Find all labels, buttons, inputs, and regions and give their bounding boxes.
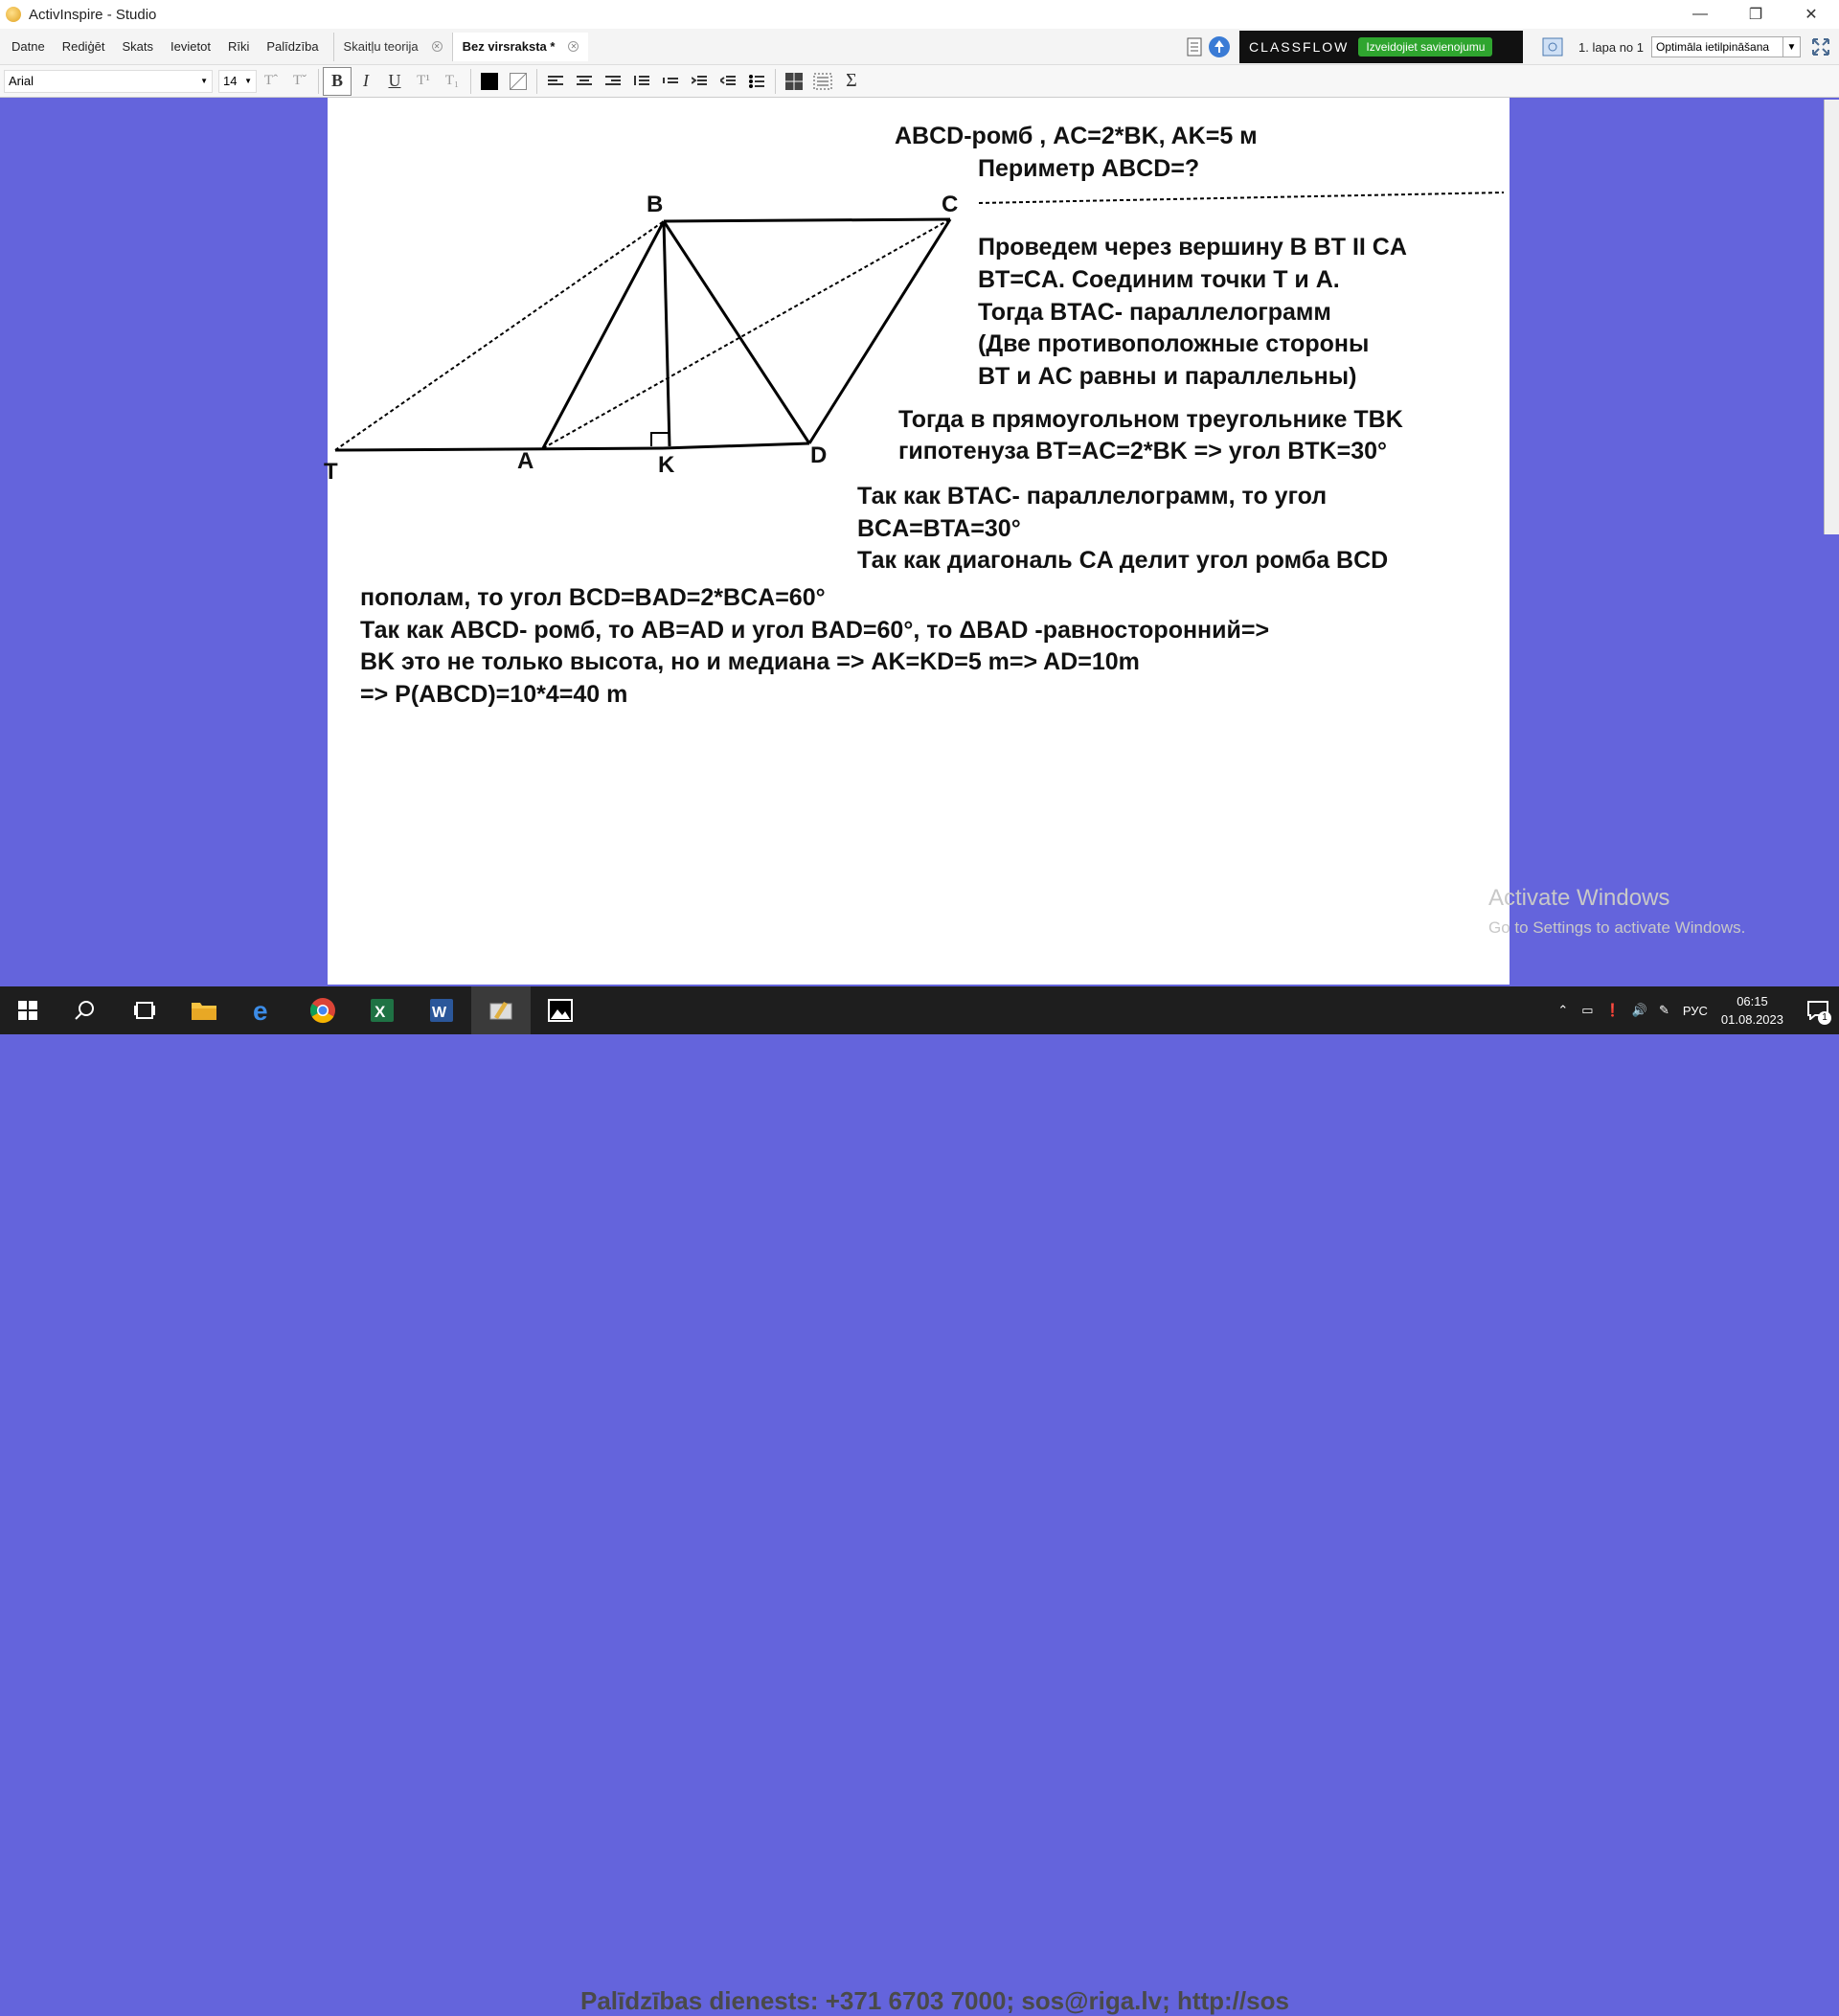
chevron-up-icon[interactable]: ⌃: [1557, 1003, 1569, 1017]
taskbar: [0, 986, 1839, 2015]
text-line: => P(ABCD)=10*4=40 m: [360, 681, 628, 708]
volume-icon[interactable]: 🔊: [1631, 1003, 1647, 1017]
font-family-select[interactable]: [4, 70, 213, 93]
underline-button[interactable]: U: [388, 71, 401, 90]
fullscreen-icon[interactable]: [1808, 34, 1833, 59]
indent-icon[interactable]: [685, 67, 714, 96]
vertex-label-k: K: [658, 452, 675, 478]
chevron-down-icon: ▼: [1782, 37, 1800, 57]
text-line: Периметр ABCD=?: [978, 155, 1200, 182]
menu-file[interactable]: Datne: [11, 39, 45, 54]
outdent-icon[interactable]: [714, 67, 742, 96]
align-right-icon[interactable]: [599, 67, 627, 96]
minimize-button[interactable]: —: [1692, 6, 1708, 22]
clock-date: 01.08.2023: [1720, 1012, 1783, 1027]
watermark-title: Activate Windows: [1488, 885, 1670, 911]
chevron-down-icon: ▼: [200, 77, 208, 85]
separator: [536, 69, 537, 94]
chevron-down-icon: ▼: [244, 77, 252, 85]
clock-time: 06:15: [1737, 994, 1768, 1008]
tab-label: Bez virsraksta *: [462, 39, 556, 54]
edge-icon[interactable]: [234, 986, 293, 1034]
notes-icon[interactable]: [1182, 34, 1207, 59]
language-indicator[interactable]: РУС: [1682, 1003, 1708, 1018]
fill-color-icon[interactable]: [504, 67, 533, 96]
zoom-select[interactable]: [1651, 36, 1801, 57]
text-line: BT=CA. Соединим точки T и A.: [978, 266, 1340, 293]
line-spacing-up-icon[interactable]: [627, 67, 656, 96]
text-line: пополам, то угол BCD=BAD=2*BCA=60°: [360, 584, 826, 611]
right-angle-mark: [651, 433, 670, 446]
clock[interactable]: [1721, 992, 1783, 1029]
menu-insert[interactable]: Ievietot: [170, 39, 211, 54]
flipchart-page[interactable]: [324, 98, 1510, 985]
separator: [775, 69, 776, 94]
separator: [318, 69, 319, 94]
vertex-label-t: T: [324, 459, 338, 485]
separator: [470, 69, 471, 94]
vertex-label-b: B: [647, 192, 664, 217]
font-size-select[interactable]: [218, 70, 257, 93]
share-icon[interactable]: [1207, 34, 1232, 59]
text-color-icon[interactable]: [475, 67, 504, 96]
align-center-icon[interactable]: [570, 67, 599, 96]
app-icon: [6, 7, 21, 22]
text-line: BT и AC равны и параллельны): [978, 363, 1357, 390]
window-controls: [1672, 0, 1839, 29]
text-line: Тогда в прямоугольном треугольнике TBK: [898, 406, 1403, 433]
text-line: BCA=BTA=30°: [857, 515, 1021, 542]
text-line: Так как диагональ CA делит угол ромба BCD: [857, 547, 1389, 574]
classflow-banner: [1239, 31, 1523, 63]
background-text: Palīdzības dienests: +371 6703 7000; sos@riga.lv; http://sos: [580, 1986, 1289, 2015]
dashed-divider: [979, 193, 1504, 203]
windows-start-icon[interactable]: [0, 986, 56, 1034]
page-browser-icon[interactable]: [1540, 34, 1565, 59]
search-icon[interactable]: [56, 986, 115, 1034]
svg-text:e: e: [253, 998, 268, 1023]
text-line: (Две противоположные стороны: [978, 330, 1370, 357]
tab-close-icon[interactable]: ✕: [568, 41, 579, 52]
tab-close-icon[interactable]: ✕: [432, 41, 443, 52]
insert-table-icon[interactable]: [780, 67, 808, 96]
classflow-connect-button[interactable]: Izveidojiet savienojumu: [1358, 37, 1492, 57]
menu-edit[interactable]: Rediģēt: [61, 39, 105, 54]
font-family-value: Arial: [9, 74, 34, 88]
system-tray: [1557, 986, 1839, 1034]
svg-text:X: X: [375, 1003, 386, 1021]
text-line: Так как ABCD- ромб, то AB=AD и угол BAD=60°, то ΔBAD -равносторонний=>: [360, 617, 1270, 644]
text-line: гипотенуза BT=AC=2*BK => угол BTK=30°: [898, 438, 1388, 464]
watermark-subtitle: Go to Settings to activate Windows.: [1488, 918, 1746, 937]
title-bar: [0, 0, 1839, 29]
increase-font-icon[interactable]: Tˆ: [263, 73, 279, 88]
text-line: BK это не только высота, но и медиана => AK=KD=5 m=> AD=10m: [360, 648, 1140, 675]
text-line: Так как BTAC- параллелограмм, то угол: [857, 483, 1328, 510]
equation-icon[interactable]: Σ: [846, 70, 857, 91]
align-left-icon[interactable]: [541, 67, 570, 96]
font-size-value: 14: [223, 74, 238, 88]
select-all-icon[interactable]: [808, 67, 837, 96]
italic-button[interactable]: I: [363, 71, 369, 90]
menu-help[interactable]: Palīdzība: [266, 39, 319, 54]
close-button[interactable]: ✕: [1805, 7, 1818, 23]
side-bc: [664, 219, 950, 221]
menu-view[interactable]: Skats: [122, 39, 154, 54]
vertex-label-c: C: [942, 192, 959, 217]
format-toolbar: [0, 65, 1839, 98]
tab-label: Skaitļu teorija: [343, 39, 419, 54]
toolbox-panel[interactable]: [1824, 100, 1839, 534]
excel-icon[interactable]: [352, 986, 412, 1034]
vertex-label-a: A: [517, 448, 534, 474]
classflow-logo: CLASSFLOW: [1249, 39, 1350, 55]
notification-count: 1: [1818, 1011, 1831, 1025]
dashed-bt: [335, 221, 664, 450]
line-spacing-down-icon[interactable]: [656, 67, 685, 96]
decrease-font-icon[interactable]: Tˇ: [292, 73, 307, 88]
menu-tools[interactable]: Rīki: [227, 39, 250, 54]
text-line: ABCD-ромб , AC=2*BK, AK=5 м: [895, 123, 1258, 149]
chrome-icon[interactable]: [293, 986, 352, 1034]
text-line: Проведем через вершину B BT II CA: [978, 234, 1407, 260]
text-line: Тогда BTAC- параллелограмм: [978, 299, 1331, 326]
activinspire-icon[interactable]: [471, 986, 531, 1034]
superscript-button[interactable]: T¹: [417, 73, 430, 88]
segment-ad: [663, 443, 809, 448]
restore-button[interactable]: ❐: [1748, 7, 1763, 23]
page-info: 1. lapa no 1: [1578, 39, 1644, 55]
photos-icon[interactable]: [531, 986, 590, 1034]
wifi-icon[interactable]: ❗: [1604, 1003, 1621, 1017]
word-icon[interactable]: [412, 986, 471, 1034]
zoom-value: Optimāla ietilpināšana: [1656, 40, 1770, 54]
right-toolbar: [1182, 29, 1839, 65]
height-bk: [664, 221, 670, 446]
bold-button[interactable]: B: [323, 67, 352, 96]
diagonal-bd: [664, 221, 809, 443]
file-explorer-icon[interactable]: [174, 986, 234, 1034]
notification-icon[interactable]: [1797, 986, 1839, 1034]
svg-text:W: W: [432, 1005, 447, 1021]
segment-ta: [335, 448, 663, 450]
subscript-button[interactable]: T₁: [444, 73, 460, 88]
tab-bez-virsraksta[interactable]: [452, 33, 589, 61]
bullet-list-icon[interactable]: [742, 67, 771, 96]
window-title: ActivInspire - Studio: [29, 6, 157, 23]
battery-icon[interactable]: ▭: [1581, 1003, 1594, 1017]
tab-skaitlu-teorija[interactable]: [333, 33, 452, 61]
vertex-label-d: D: [810, 442, 828, 468]
pen-icon[interactable]: ✎: [1658, 1003, 1669, 1017]
task-view-icon[interactable]: [115, 986, 174, 1034]
